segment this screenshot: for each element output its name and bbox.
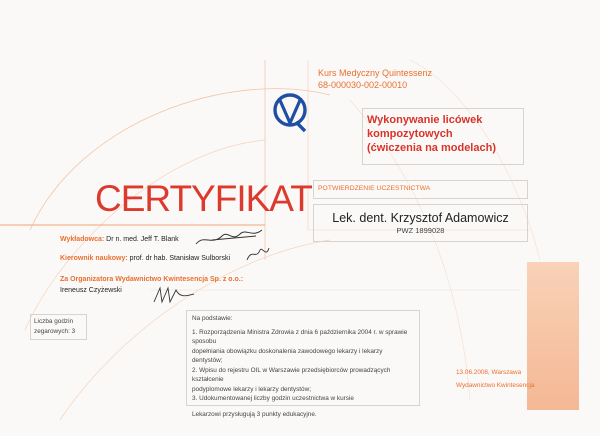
hours-line1: Liczba godzin xyxy=(34,318,74,325)
side-stripe xyxy=(527,262,579,410)
lecturer-value: Dr n. med. Jeff T. Blank xyxy=(106,236,179,243)
signature-scientific-head xyxy=(244,244,272,264)
scientific-head-field xyxy=(60,254,230,263)
confirmation-label: POTWIERDZENIE UCZESTNICTWA xyxy=(318,185,431,192)
signature-organizer xyxy=(150,284,200,306)
hours-box xyxy=(30,314,87,340)
lecturer-field xyxy=(60,235,179,244)
issue-publisher: Wydawnictwo Kwintesencja xyxy=(456,381,535,389)
organizer-label: Za Organizatora Wydawnictwo Kwintesencja Sp. z o.o.: xyxy=(60,276,244,283)
certificate-title: CERTYFIKAT xyxy=(95,178,312,219)
confirmation-box xyxy=(313,180,528,199)
issue-date-place: 13.06.2008, Warszawa xyxy=(456,369,522,376)
legal-line: 3. Udokumentowanej liczby godzin uczestnictwa w kursie xyxy=(192,395,354,402)
legal-heading: Na podstawie: xyxy=(192,315,233,322)
pwz-number: PWZ 1899028 xyxy=(396,226,445,235)
legal-line: 1. Rozporządzenia Ministra Zdrowia z dnia 6 października 2004 r. w sprawie sposobu xyxy=(192,328,408,345)
course-title-line: (ćwiczenia na modelach) xyxy=(367,142,496,154)
participant-name: Lek. dent. Krzysztof Adamowicz xyxy=(332,211,509,225)
issue-info xyxy=(456,368,534,390)
course-title-line: kompozytowych xyxy=(367,128,453,140)
course-code: 68-000030-002-00010 xyxy=(318,80,408,90)
legal-line: podyplomowe lekarzy i lekarzy dentystów; xyxy=(192,385,311,393)
course-title-box xyxy=(362,108,524,165)
scientific-head-label: Kierownik naukowy: xyxy=(60,255,128,262)
course-info xyxy=(318,67,432,91)
course-title-line: Wykonywanie licówek xyxy=(367,114,483,126)
qv-logo-icon xyxy=(272,90,308,134)
lecturer-label: Wykładowca: xyxy=(60,236,105,243)
hours-line2: zegarowych: 3 xyxy=(34,327,76,335)
scientific-head-value: prof. dr hab. Stanisław Sulborski xyxy=(129,255,231,262)
legal-line: 2. Wpisu do rejestru OIL w Warszawie przedsiębiorców prowadzących kształcenie xyxy=(192,366,391,383)
participant-box xyxy=(313,204,528,242)
course-line1: Kurs Medyczny Quintessenz xyxy=(318,68,433,78)
legal-basis-box xyxy=(186,310,420,418)
points-text: Lekarzowi przysługują 3 punkty edukacyjne. xyxy=(192,410,317,418)
organizer-value: Ireneusz Czyżewski xyxy=(60,287,122,294)
legal-line: dopełniania obowiązku doskonalenia zawodowego lekarzy i lekarzy dentystów; xyxy=(192,347,383,364)
